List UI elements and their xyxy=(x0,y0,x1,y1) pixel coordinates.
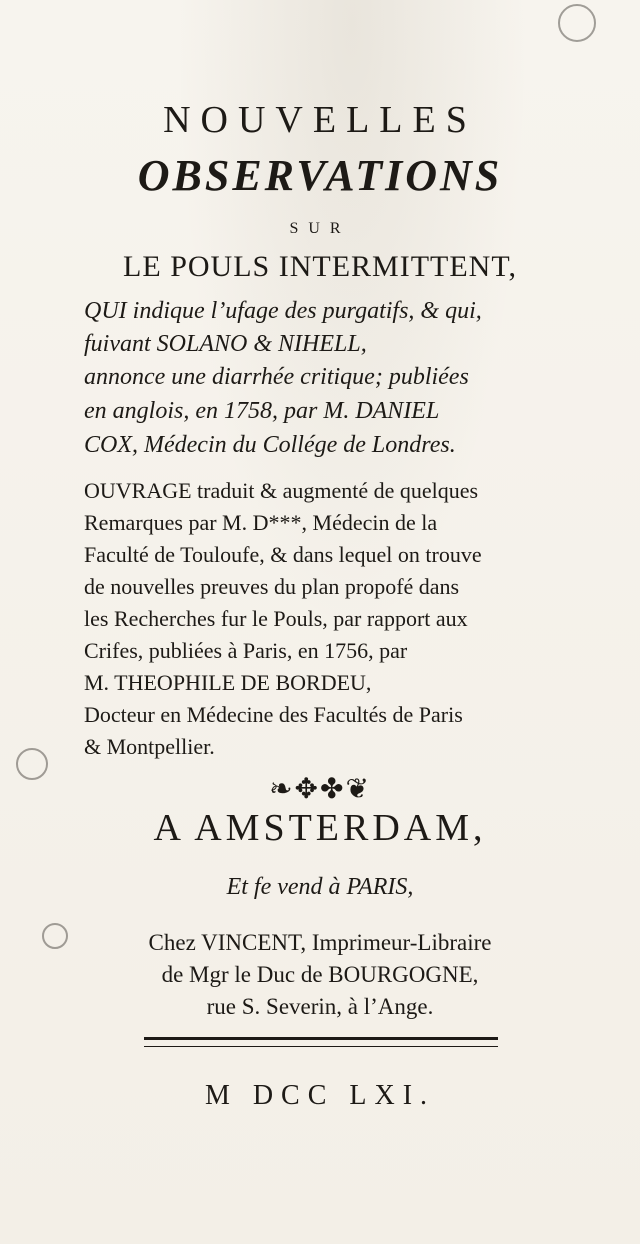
description-line-3: annonce une diarrhée critique; publiées xyxy=(84,364,469,390)
title-line-3: SUR xyxy=(289,220,351,237)
library-stamp-top xyxy=(558,4,596,42)
title-line-4: LE POULS INTERMITTENT, xyxy=(123,250,517,283)
description-line-4: en anglois, en 1758, par M. DANIEL xyxy=(84,398,440,424)
body-line-8: Docteur en Médecine des Facultés de Paris xyxy=(84,702,463,727)
body-line-6: Crifes, publiées à Paris, en 1756, par xyxy=(84,638,408,663)
imprint-sale-line: Et fe vend à PARIS, xyxy=(226,874,414,900)
description-line-1: QUI indique l’ufage des purgatifs, & qui, xyxy=(84,298,482,324)
printer-line-1: Chez VINCENT, Imprimeur-Libraire xyxy=(148,930,492,955)
body-line-9: & Montpellier. xyxy=(84,734,215,759)
title-line-1: NOUVELLES xyxy=(163,99,477,141)
body-line-2: Remarques par M. D***, Médecin de la xyxy=(84,510,438,535)
body-line-7: M. THEOPHILE DE BORDEU, xyxy=(84,670,372,695)
printer-line-2: de Mgr le Duc de BOURGOGNE, xyxy=(161,962,479,987)
description-line-5: COX, Médecin du Collége de Londres. xyxy=(84,432,456,458)
ornament: ❧✥✤❦ xyxy=(269,772,371,805)
printer-line-3: rue S. Severin, à l’Ange. xyxy=(206,994,434,1019)
imprint-city: A AMSTERDAM, xyxy=(153,807,487,849)
body-line-3: Faculté de Touloufe, & dans lequel on trouve xyxy=(84,542,482,567)
body-line-4: de nouvelles preuves du plan propofé dans xyxy=(84,574,460,599)
description-line-2: fuivant SOLANO & NIHELL, xyxy=(84,331,367,357)
publication-date: M DCC LXI. xyxy=(204,1080,436,1111)
body-line-1: OUVRAGE traduit & augmenté de quelques xyxy=(84,478,479,503)
title-line-2: OBSERVATIONS xyxy=(137,151,503,200)
double-rule xyxy=(144,1037,498,1047)
body-line-5: les Recherches fur le Pouls, par rapport aux xyxy=(84,606,468,631)
